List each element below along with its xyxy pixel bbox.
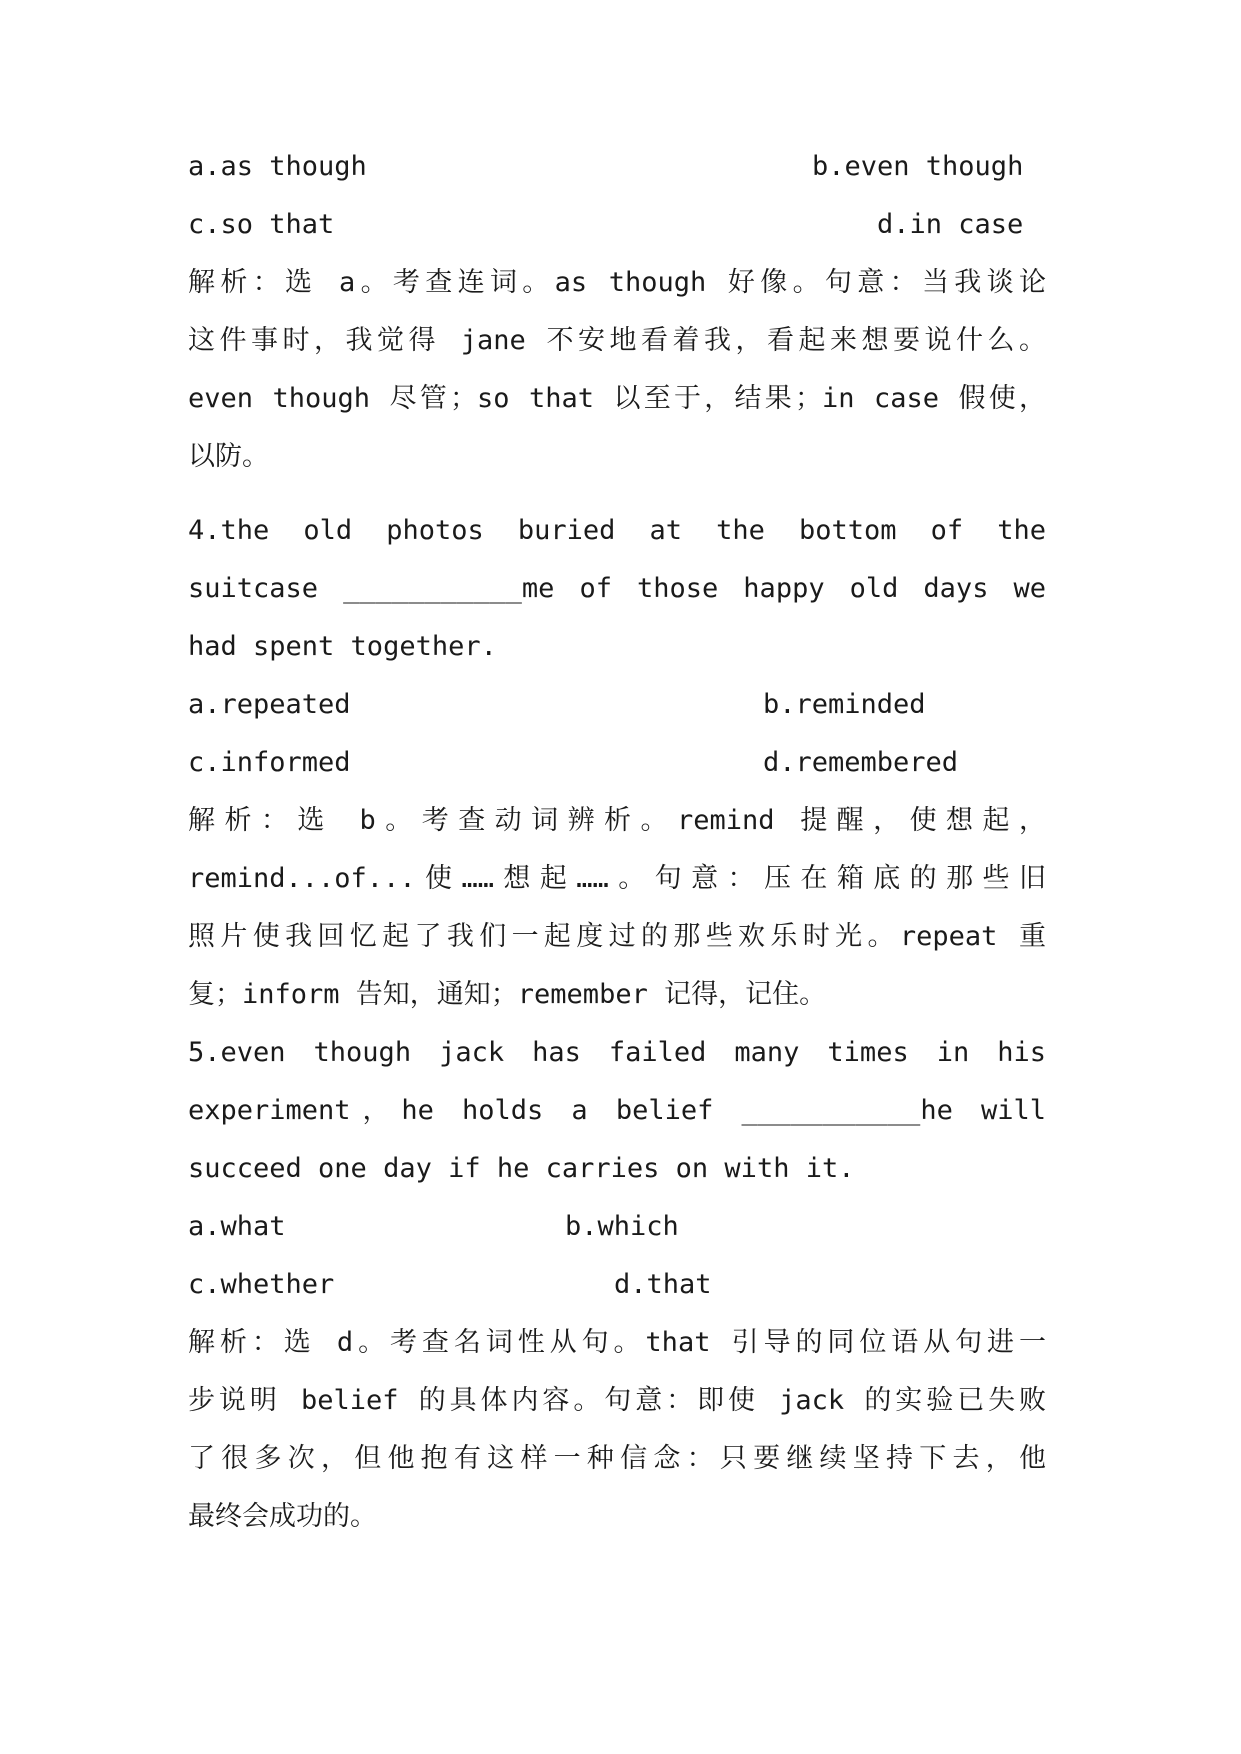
q4-analysis-line: 复；inform 告知，通知；remember 记得，记住。 [188, 979, 827, 1010]
q3-option-c: c.so that [188, 209, 335, 240]
q3-analysis-line: 解析：选 a。考查连词。as though 好像。句意：当我谈论 [188, 267, 1046, 298]
q5-stem-line: experiment，he holds a belief ___________he will [188, 1095, 1046, 1126]
q5-stem-line: 5.even though jack has failed many times in his [188, 1037, 1046, 1068]
q5-analysis-line: 最终会成功的。 [188, 1501, 377, 1532]
q3-analysis-line: 以防。 [188, 441, 269, 472]
q4-option-d: d.remembered [763, 747, 959, 778]
q3-option-b: b.even though [812, 151, 1024, 182]
q4-analysis-line: 解析：选 b。考查动词辨析。remind 提醒，使想起， [188, 805, 1046, 836]
q4-stem-line: 4.the old photos buried at the bottom of the [188, 515, 1046, 546]
q3-option-d: d.in case [877, 209, 1024, 240]
q4-option-a: a.repeated [188, 689, 351, 720]
q3-analysis-line: even though 尽管；so that 以至于，结果；in case 假使， [188, 383, 1046, 414]
q5-option-b: b.which [565, 1211, 679, 1242]
q5-option-a: a.what [188, 1211, 286, 1242]
q3-option-a: a.as though [188, 151, 367, 182]
q5-analysis-line: 解析：选 d。考查名词性从句。that 引导的同位语从句进一 [188, 1327, 1046, 1358]
q3-analysis-line: 这件事时，我觉得 jane 不安地看着我，看起来想要说什么。 [188, 325, 1046, 356]
q5-analysis-line: 步说明 belief 的具体内容。句意：即使 jack 的实验已失败 [188, 1385, 1046, 1416]
q4-option-c: c.informed [188, 747, 351, 778]
q5-stem-line: succeed one day if he carries on with it. [188, 1153, 855, 1184]
q4-analysis-line: remind...of...使……想起……。句意：压在箱底的那些旧 [188, 863, 1046, 894]
q4-option-b: b.reminded [763, 689, 926, 720]
q5-analysis-line: 了很多次，但他抱有这样一种信念：只要继续坚持下去，他 [188, 1443, 1046, 1474]
q4-stem-line: had spent together. [188, 631, 497, 662]
q5-option-c: c.whether [188, 1269, 335, 1300]
q4-analysis-line: 照片使我回忆起了我们一起度过的那些欢乐时光。repeat 重 [188, 921, 1046, 952]
q5-option-d: d.that [614, 1269, 712, 1300]
q4-stem-line: suitcase ___________me of those happy old days we [188, 573, 1046, 604]
